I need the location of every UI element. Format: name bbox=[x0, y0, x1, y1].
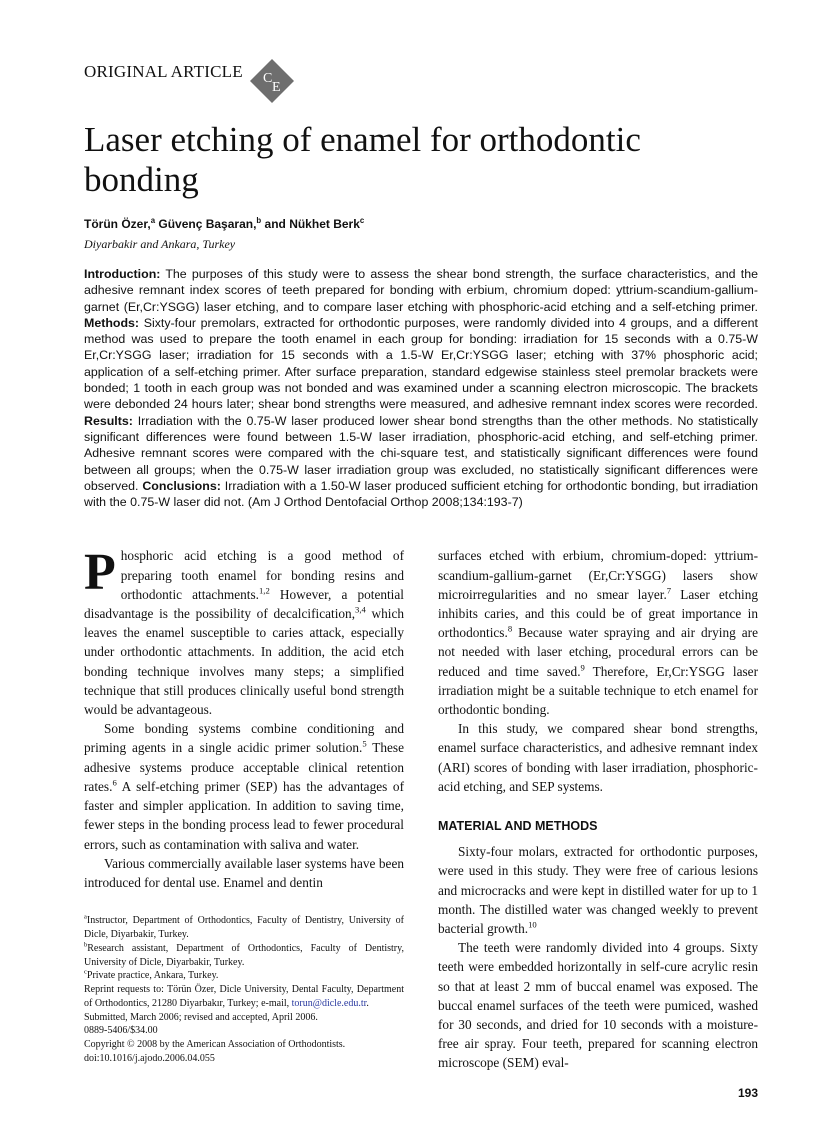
author-affiliation-mark: a bbox=[150, 216, 156, 225]
text-run: Some bonding systems combine conditioning and priming agents in a single acidic primer solution. bbox=[84, 721, 404, 756]
text-run: The purposes of this study were to assess the shear bond strength, the surface characteristics, and the adhesive remnant index scores of teeth prepared for bonding with erbium, chromium doped: yttrium-scandium-gallium-garnet (Er,Cr:YSGG) laser etching, and to compare laser etching with phosphoric-acid etching and a self-etching primer. bbox=[84, 267, 758, 314]
text-run: . bbox=[366, 997, 369, 1009]
body-paragraph bbox=[438, 842, 758, 938]
left-column-body bbox=[84, 546, 404, 892]
footnote bbox=[84, 1052, 404, 1066]
text-run: Instructor, Department of Orthodontics, Faculty of Dentistry, University of Dicle, Diyarbakir, Turkey. bbox=[84, 915, 404, 940]
author-name: and Nükhet Berk bbox=[261, 217, 360, 231]
author-affiliation-mark: b bbox=[256, 216, 262, 225]
author-name: Törün Özer, bbox=[84, 217, 151, 231]
section-heading: MATERIAL AND METHODS bbox=[438, 819, 598, 834]
page-number: 193 bbox=[737, 1085, 758, 1100]
text-run: which leaves the enamel susceptible to caries attack, especially under orthodontic attachments. In addition, the acid etch bonding technique involves many steps; a simplified technique that still produces clinically useful bond strength would be advantageous. bbox=[84, 606, 404, 718]
abstract bbox=[84, 266, 758, 510]
footnote bbox=[84, 1024, 404, 1038]
text-run: However, a potential disadvantage is the possibility of decalcification, bbox=[84, 586, 404, 622]
footnotes bbox=[84, 914, 404, 1066]
body-paragraph bbox=[84, 854, 404, 892]
body-paragraph bbox=[438, 546, 758, 719]
text-run: A self-etching primer (SEP) has the advantages of faster and simpler application. In addition to saving time, fewer steps in the bonding process lead to fewer procedural errors, such as contamination with saliva and water. bbox=[84, 778, 404, 852]
footnote bbox=[84, 983, 404, 1011]
abstract-section-label: Results: bbox=[84, 413, 133, 428]
text-run: Irradiation with a 1.50-W laser produced sufficient etching for orthodontic bonding, but irradiation with the 0.75-W laser did not. (Am J Orthod Dentofacial Orthop 2008;134:193-7) bbox=[84, 478, 759, 510]
text-run: surfaces etched with erbium, chromium-doped: yttrium-scandium-gallium-garnet (Er,Cr:YSGG) lasers show microirregularities and no smear layer. bbox=[438, 548, 758, 602]
right-column bbox=[438, 546, 758, 1072]
svg-text:E: E bbox=[271, 80, 281, 95]
left-column bbox=[84, 546, 404, 1072]
text-run: Because water spraying and air drying are not needed with laser etching, procedural errors can be reduced and time saved. bbox=[438, 625, 758, 679]
author-affiliation-mark: c bbox=[359, 216, 365, 225]
text-run: Laser etching inhibits caries, and this could be of great importance in orthodontics. bbox=[438, 586, 758, 641]
text-run: hosphoric acid etching is a good method of preparing tooth enamel for bonding resins and orthodontic attachments. bbox=[120, 548, 404, 602]
footnote bbox=[84, 1011, 404, 1025]
text-run: doi:10.1016/j.ajodo.2006.04.055 bbox=[84, 1053, 215, 1065]
text-run: Copyright © 2008 by the American Association of Orthodontists. bbox=[84, 1039, 346, 1051]
svg-text:C: C bbox=[262, 71, 273, 86]
reference-superscript: b bbox=[84, 941, 88, 949]
text-run: Sixty-four molars, extracted for orthodontic purposes, were used in this study. They were free of carious lesions and microcracks and were kept in distilled water for up to 1 month. The distilled water was changed weekly to prevent bacterial growth. bbox=[438, 844, 758, 936]
text-run: In this study, we compared shear bond strengths, enamel surface characteristics, and adhesive remnant index (ARI) scores of bonding with laser irradiation, phosphoric-acid etching, and SEP systems. bbox=[438, 721, 758, 794]
body-paragraph bbox=[438, 719, 758, 796]
abstract-section-label: Introduction: bbox=[84, 267, 161, 281]
abstract-section-label: Methods: bbox=[84, 315, 140, 330]
article-type-label: ORIGINAL ARTICLE bbox=[84, 62, 243, 81]
body-paragraph bbox=[84, 546, 404, 719]
article-title: Laser etching of enamel for orthodontic bonding bbox=[84, 120, 641, 199]
text-run: Irradiation with the 0.75-W laser produced lower shear bond strengths than the other methods. No statistically significant differences were found between 1.5-W laser irradiation, phosphoric-acid etching, and self-etching primer. Adhesive remnant scores were compared with the chi-square test, and statistically significant differences were found between all groups; when the 0.75-W laser irradiation group was excluded, no statistically significant differences were observed. bbox=[84, 413, 758, 493]
footnote bbox=[84, 942, 404, 970]
ce-logo-icon bbox=[249, 58, 295, 104]
author-name: Güvenç Başaran, bbox=[155, 217, 257, 231]
authors bbox=[84, 216, 758, 232]
text-run: Therefore, Er,Cr:YSGG laser irradiation might be a suitable technique to etch enamel for orthodontic bonding. bbox=[438, 663, 758, 718]
text-run: Submitted, March 2006; revised and accepted, April 2006. bbox=[84, 1011, 318, 1023]
drop-cap: P bbox=[84, 544, 116, 602]
reference-superscript: 10 bbox=[528, 919, 537, 930]
footnote bbox=[84, 969, 404, 983]
text-run: Reprint requests to: Törün Özer, Dicle University, Dental Faculty, Department of Orthodontics, 21280 Diyarbakır, Turkey; e-mail, bbox=[84, 984, 404, 1009]
text-run: 0889-5406/$34.00 bbox=[84, 1025, 158, 1037]
reference-superscript: c bbox=[84, 968, 87, 976]
body-columns bbox=[84, 546, 758, 1072]
reference-superscript: 7 bbox=[666, 585, 672, 596]
body-paragraph bbox=[438, 938, 758, 1072]
footnote bbox=[84, 914, 404, 942]
text-run: Research assistant, Department of Orthodontics, Faculty of Dentistry, University of Dicle, Diyarbakir, Turkey. bbox=[84, 942, 404, 968]
abstract-section-label: Conclusions: bbox=[142, 478, 221, 493]
reference-superscript: 6 bbox=[112, 777, 117, 788]
text-run: Sixty-four premolars, extracted for orthodontic purposes, were randomly divided into 4 groups, and a different method was used to prepare the tooth enamel in each group for bonding: irradiation for 15 seconds with a 0.75-W Er,Cr:YSGG laser; irradiation for 15 seconds with a 1.5-W Er,Cr:YSGG laser; etching with 37% phosphoric acid; application of a self-etching primer. After surface preparation, standard edgewise stainless steel premolar brackets were bonded; 1 tooth in each group was not bonded and was examined under a scanning electron microscopic. The brackets were debonded 24 hours later; shear bond strengths were measured, and adhesive remnant index scores were recorded. bbox=[84, 315, 758, 412]
body-paragraph bbox=[84, 719, 404, 853]
text-run: Private practice, Ankara, Turkey. bbox=[86, 970, 219, 982]
email-link[interactable]: torun@dicle.edu.tr bbox=[291, 997, 367, 1009]
article-header bbox=[84, 58, 758, 108]
reference-superscript: 9 bbox=[580, 662, 585, 673]
text-run: The teeth were randomly divided into 4 groups. Sixty teeth were embedded horizontally in self-cure acrylic resin so that at least 2 mm of buccal enamel was exposed. The buccal enamel surfaces of the teeth were pumiced, washed for 30 seconds, and dried for 10 seconds with a moisture-free air spray. Four teeth, prepared for scanning electron microscope (SEM) eval- bbox=[438, 940, 758, 1071]
reference-superscript: 8 bbox=[507, 623, 513, 634]
reference-superscript: 3,4 bbox=[355, 604, 366, 615]
reference-superscript: 5 bbox=[362, 739, 367, 750]
reference-superscript: a bbox=[84, 913, 87, 921]
text-run: These adhesive systems produce acceptable clinical retention rates. bbox=[84, 740, 404, 794]
footnote bbox=[84, 1038, 404, 1052]
author-location: Diyarbakir and Ankara, Turkey bbox=[84, 237, 236, 251]
text-run: Various commercially available laser systems have been introduced for dental use. Enamel and dentin bbox=[84, 855, 404, 890]
reference-superscript: 1,2 bbox=[258, 585, 270, 596]
